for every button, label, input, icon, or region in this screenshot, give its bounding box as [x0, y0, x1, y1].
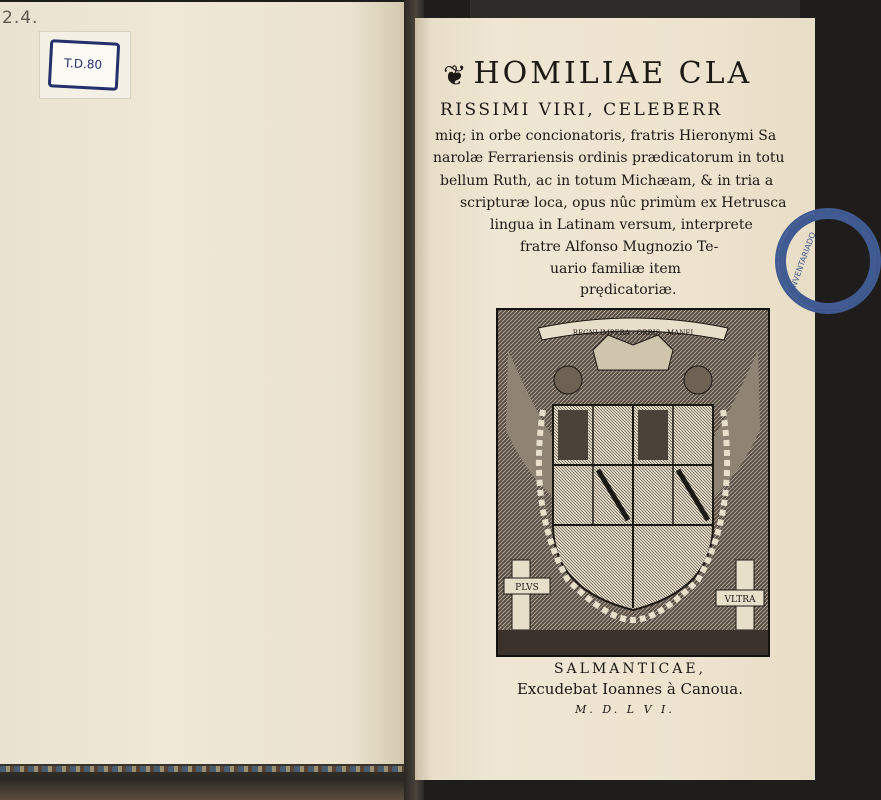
book-edge-decoration	[0, 766, 405, 772]
title-line-8: fratre Alfonso Mugnozio Te-	[520, 239, 719, 255]
woodcut-motto: REGNI IMPERA · ORBIS · MANEI	[572, 329, 694, 337]
background-strip	[470, 0, 800, 18]
title-line-1-text: HOMILIAE CLA	[473, 56, 753, 91]
handwritten-shelfmark: 2.4.	[2, 8, 39, 28]
library-stamp-text: INVENTARIADO	[788, 230, 818, 291]
title-line-1	[443, 56, 752, 92]
coat-of-arms-illustration	[498, 310, 768, 655]
library-label	[48, 39, 120, 91]
library-label-frame	[40, 32, 130, 98]
title-page	[415, 18, 818, 780]
pillar-left-text: PLVS	[515, 583, 539, 593]
pillar-right-text: VLTRA	[724, 595, 756, 605]
title-line-7: lingua in Latinam versum, interprete	[490, 217, 753, 233]
imprint-city: SALMANTICAE,	[553, 661, 707, 677]
library-stamp	[775, 208, 881, 314]
library-label-text: T.D.80	[63, 55, 103, 72]
imprint-printer: Excudebat Ioannes à Canoua.	[516, 680, 744, 698]
title-line-5: bellum Ruth, ac in totum Michæam, & in tria a	[440, 173, 774, 189]
title-line-6: scripturæ loca, opus nûc primùm ex Hetrusca	[460, 195, 787, 211]
imprint	[415, 661, 815, 716]
imprint-date: M. D. L V I.	[575, 703, 675, 716]
title-line-10: prędicatoriæ.	[580, 282, 677, 298]
title-line-3: miq; in orbe concionatoris, fratris Hieronymi Sa	[435, 128, 777, 144]
title-line-4: narolæ Ferrariensis ordinis prædicatorum in totu	[433, 150, 785, 166]
fleuron-icon: ❦	[443, 59, 470, 92]
title-line-9: uario familiæ item	[550, 261, 681, 277]
title-line-2: RISSIMI VIRI, CELEBERR	[440, 100, 723, 120]
coat-of-arms-woodcut	[496, 308, 770, 657]
left-endpaper	[0, 2, 412, 766]
